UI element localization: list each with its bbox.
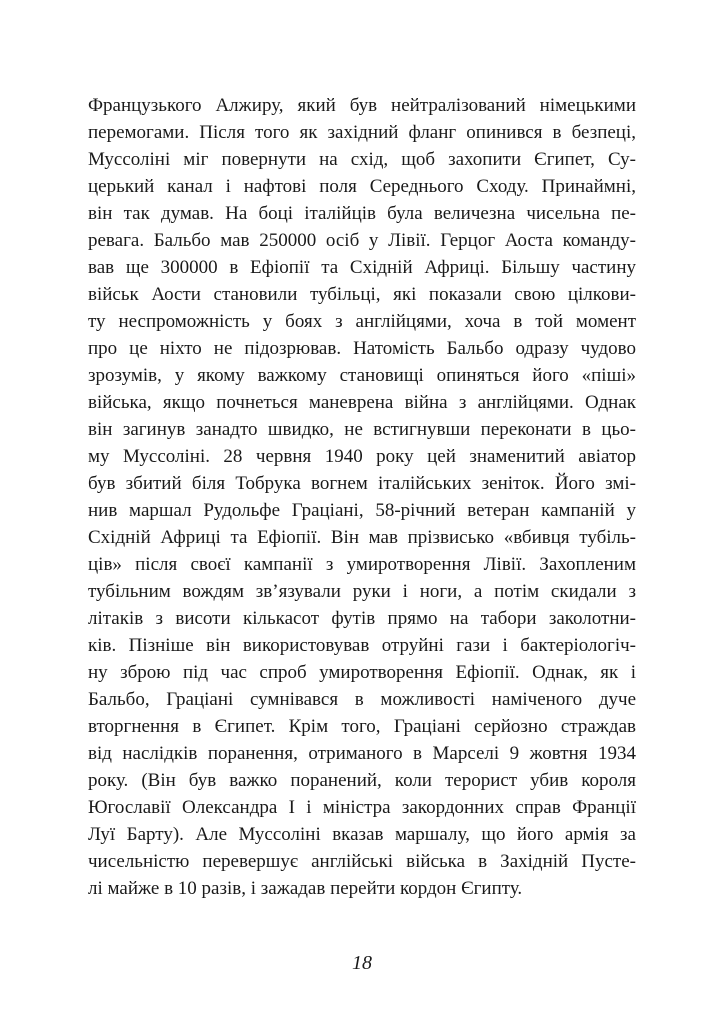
text-line: му Муссоліні. 28 червня 1940 року цей знаменитий авіатор: [88, 446, 636, 467]
text-line: від наслідків поранення, отриманого в Марселі 9 жовтня 1934: [88, 743, 636, 764]
text-line: військ Аости становили тубільці, які показали свою цілкови-: [88, 284, 636, 305]
text-line: війська, якщо почнеться маневрена війна з англійцями. Однак: [88, 392, 636, 413]
text-line: Луї Барту). Але Муссоліні вказав маршалу, що його армія за: [88, 824, 636, 845]
body-text: [88, 92, 636, 902]
text-line: ків. Пізніше він використовував отруйні гази і бактеріологіч-: [88, 635, 636, 656]
text-line: нив маршал Рудольфе Граціані, 58-річний ветеран кампаній у: [88, 500, 636, 521]
text-line-last: лі майже в 10 разів, і зажадав перейти кордон Єгипту.: [88, 878, 523, 899]
text-line: чисельністю перевершує англійські війська в Західній Пусте-: [88, 851, 636, 872]
text-line: про це ніхто не підозрював. Натомість Бальбо одразу чудово: [88, 338, 636, 359]
text-line: церький канал і нафтові поля Середнього Сходу. Принаймні,: [88, 176, 636, 197]
text-line: перемогами. Після того як західний фланг опинився в безпеці,: [88, 122, 636, 143]
text-line: ців» після своєї кампанії з умиротворення Лівії. Захопленим: [88, 554, 636, 575]
text-line: ту неспроможність у боях з англійцями, хоча в той момент: [88, 311, 636, 332]
text-line: тубільним вождям зв’язували руки і ноги, а потім скидали з: [88, 581, 636, 602]
text-line: ревага. Бальбо мав 250000 осіб у Лівії. Герцог Аоста команду-: [88, 230, 636, 251]
text-line: року. (Він був важко поранений, коли терорист убив короля: [88, 770, 636, 791]
page-number: 18: [352, 952, 372, 974]
text-line: ну зброю під час спроб умиротворення Ефіопії. Однак, як і: [88, 662, 636, 683]
text-line: Бальбо, Граціані сумнівався в можливості наміченого дуче: [88, 689, 636, 710]
text-line: він загинув занадто швидко, не встигнувши переконати в цьо-: [88, 419, 636, 440]
text-line: зрозумів, у якому важкому становищі опиняться його «піші»: [88, 365, 636, 386]
text-line: він так думав. На боці італійців була величезна чисельна пе-: [88, 203, 636, 224]
text-line: вторгнення в Єгипет. Крім того, Граціані серйозно страждав: [88, 716, 636, 737]
text-line: Східній Африці та Ефіопії. Він мав прізвисько «вбивця тубіль-: [88, 527, 636, 548]
text-line: Французького Алжиру, який був нейтралізований німецькими: [88, 95, 636, 116]
text-line: був збитий біля Тобрука вогнем італійських зеніток. Його змі-: [88, 473, 636, 494]
text-line: вав ще 300000 в Ефіопії та Східній Африці. Більшу частину: [88, 257, 636, 278]
text-line: Югославії Олександра І і міністра закордонних справ Франції: [88, 797, 636, 818]
text-line: Муссоліні міг повернути на схід, щоб захопити Єгипет, Су-: [88, 149, 636, 170]
text-line: літаків з висоти кількасот футів прямо на табори заколотни-: [88, 608, 636, 629]
